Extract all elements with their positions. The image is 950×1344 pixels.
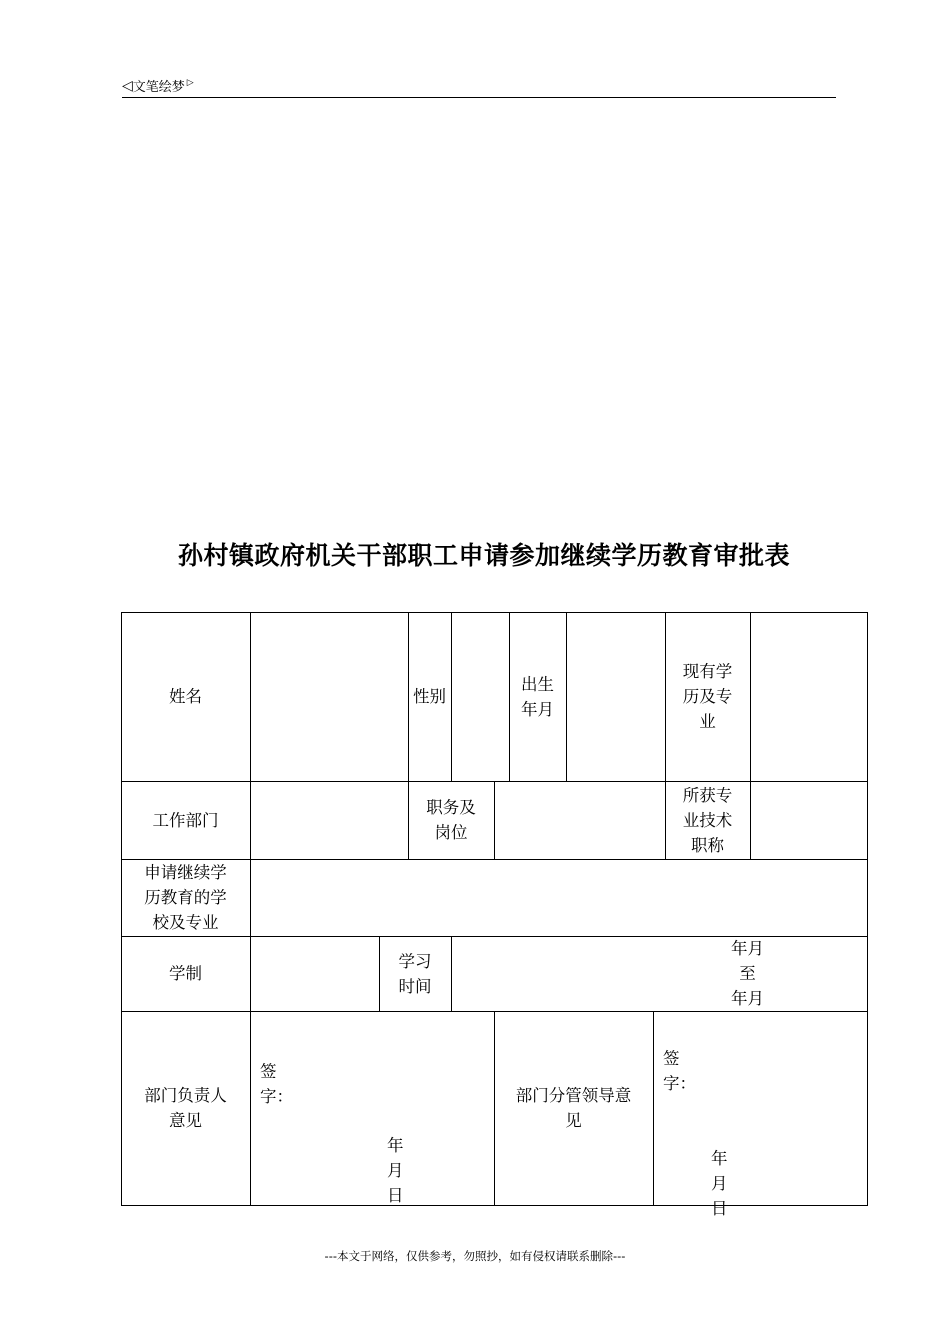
signature-label-2: 签字：: [663, 1049, 696, 1093]
gender-field[interactable]: [451, 612, 509, 781]
position-field[interactable]: [494, 781, 665, 859]
header-text: 文笔绘梦: [132, 80, 185, 95]
position-label: 职务及 岗位: [426, 798, 476, 842]
dept-head-label: 部门负责人 意见: [144, 1086, 227, 1130]
school-label: 申请继续学 历教育的学 校及专业: [144, 863, 227, 932]
leader-label: 部门分管领导意 见: [515, 1086, 632, 1130]
duration-field[interactable]: [250, 936, 379, 1011]
header-mark: [122, 76, 194, 95]
school-field[interactable]: [250, 859, 867, 936]
date-label-2: 年月日: [711, 1149, 728, 1218]
birth-label: 出生 年月: [521, 674, 554, 719]
left-triangle-icon: ◁: [122, 77, 133, 94]
date-label: 年月日: [387, 1136, 404, 1205]
signature-label: 签字：: [260, 1062, 293, 1106]
right-triangle-icon: ▷: [186, 77, 194, 88]
gender-label: 性别: [413, 687, 446, 706]
name-field[interactable]: [250, 612, 408, 781]
title-label: 所获专 业技术 职称: [682, 785, 733, 855]
page-title: 孙村镇政府机关干部职工申请参加继续学历教育审批表: [177, 541, 790, 570]
study-time-label: 学习 时间: [398, 951, 432, 996]
title-field[interactable]: [750, 781, 867, 859]
dept-label: 工作部门: [152, 810, 219, 830]
footer-disclaimer: ---本文于网络，仅供参考，勿照抄，如有侵权请联系删除---: [324, 1249, 626, 1263]
duration-label: 学制: [169, 964, 202, 983]
name-label: 姓名: [169, 687, 202, 706]
education-field[interactable]: [750, 612, 867, 781]
dept-field[interactable]: [250, 781, 408, 859]
education-label: 现有学 历及专 业: [682, 662, 733, 731]
header-rule: [122, 97, 836, 98]
study-time-value[interactable]: 年月 至 年月: [731, 939, 764, 1008]
birth-field[interactable]: [566, 612, 665, 781]
